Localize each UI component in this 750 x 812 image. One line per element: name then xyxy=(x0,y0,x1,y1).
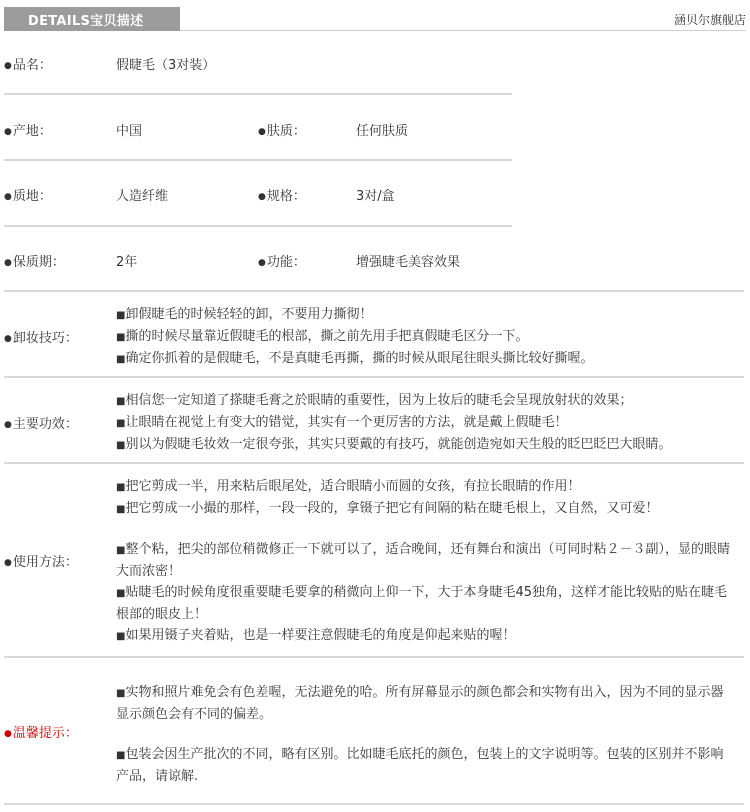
function-value: 增强睫毛美容效果 xyxy=(356,255,461,270)
skin-label: ● 肤质： xyxy=(258,120,306,139)
list-item: ■ 贴睫毛的时候角度很重要睫毛要拿的稍微向上仰一下，大于本身睫毛45独角，这样才能比较贴的贴在睫毛根部的眼皮上！ xyxy=(116,582,736,625)
shop-name: 涵贝尔旗舰店 xyxy=(673,13,746,27)
divider xyxy=(4,159,512,161)
divider xyxy=(4,376,744,378)
divider xyxy=(4,225,512,227)
origin-value: 中国 xyxy=(116,124,143,139)
effects-list xyxy=(116,390,736,456)
list-item: ■ 把它剪成一半，用来粘后眼尾处，适合眼睛小而圆的女孩，有拉长眼睛的作用！ xyxy=(116,476,736,498)
list-item: ■ 让眼睛在视觉上有变大的错觉，其实有一个更厉害的方法，就是戴上假睫毛！ xyxy=(116,412,736,434)
divider xyxy=(4,803,744,805)
list-item: ■ 把它剪成一小撮的那样，一段一段的，拿镊子把它有间隔的粘在睫毛根上，又自然，又可爱！ xyxy=(116,498,736,520)
list-item: ■ 撕的时候尽量靠近假睫毛的根部，撕之前先用手把真假睫毛区分一下。 xyxy=(116,326,736,348)
list-item: ■ 包装会因生产批次的不同，略有区别。比如睫毛底托的颜色，包装上的文字说明等。包装的区别并不影响产品，请谅解. xyxy=(116,744,736,787)
tips-label: ● 温馨提示： xyxy=(4,722,78,741)
material-label: ● 质地： xyxy=(4,185,52,204)
divider xyxy=(4,656,744,658)
shelf-life-label: ● 保质期： xyxy=(4,251,65,270)
skin-value: 任何肤质 xyxy=(356,124,409,139)
divider xyxy=(4,93,512,95)
removal-label: ● 卸妆技巧： xyxy=(4,327,78,346)
usage-list xyxy=(116,476,736,647)
list-item: ■ 别以为假睫毛妆效一定很夸张，其实只要戴的有技巧，就能创造宛如天生般的眨巴眨巴大眼睛。 xyxy=(116,434,736,456)
usage-label: ● 使用方法： xyxy=(4,551,78,570)
spec-label: ● 规格： xyxy=(258,185,306,204)
shelf-life-value: 2年 xyxy=(116,255,138,270)
list-item: ■ 整个粘，把尖的部位稍微修正一下就可以了，适合晚间，还有舞台和演出（可同时粘２－３副），显的眼睛大而浓密！ xyxy=(116,539,736,582)
material-value: 人造纤维 xyxy=(116,189,169,204)
spec-value: 3对/盒 xyxy=(356,189,395,204)
tips-list xyxy=(116,682,736,787)
list-item: ■ 确定你抓着的是假睫毛，不是真睫毛再撕，撕的时候从眼尾往眼头撕比较好撕喔。 xyxy=(116,348,736,370)
divider xyxy=(4,462,744,464)
list-item: ■ 相信您一定知道了搽睫毛膏之於眼睛的重要性，因为上妆后的睫毛会呈现放射状的效果； xyxy=(116,390,736,412)
header-underline xyxy=(180,30,746,31)
list-item: ■ 如果用镊子夹着贴，也是一样要注意假睫毛的角度是仰起来贴的喔！ xyxy=(116,625,736,647)
removal-list xyxy=(116,304,736,370)
spacer xyxy=(116,725,736,744)
function-label: ● 功能： xyxy=(258,251,306,270)
origin-label: ● 产地： xyxy=(4,120,52,139)
list-item: ■ 实物和照片难免会有色差喔，无法避免的哈。所有屏幕显示的颜色都会和实物有出入，因为不同的显示器显示颜色会有不同的偏差。 xyxy=(116,682,736,725)
effects-label: ● 主要功效： xyxy=(4,413,78,432)
name-label: ● 品名： xyxy=(4,54,52,73)
spacer xyxy=(116,520,736,539)
details-header xyxy=(0,0,750,32)
name-value: 假睫毛（3对装） xyxy=(116,58,216,73)
header-title: DETAILS宝贝描述 xyxy=(28,14,144,29)
divider xyxy=(4,290,744,292)
list-item: ■ 卸假睫毛的时候轻轻的卸，不要用力撕彻！ xyxy=(116,304,736,326)
